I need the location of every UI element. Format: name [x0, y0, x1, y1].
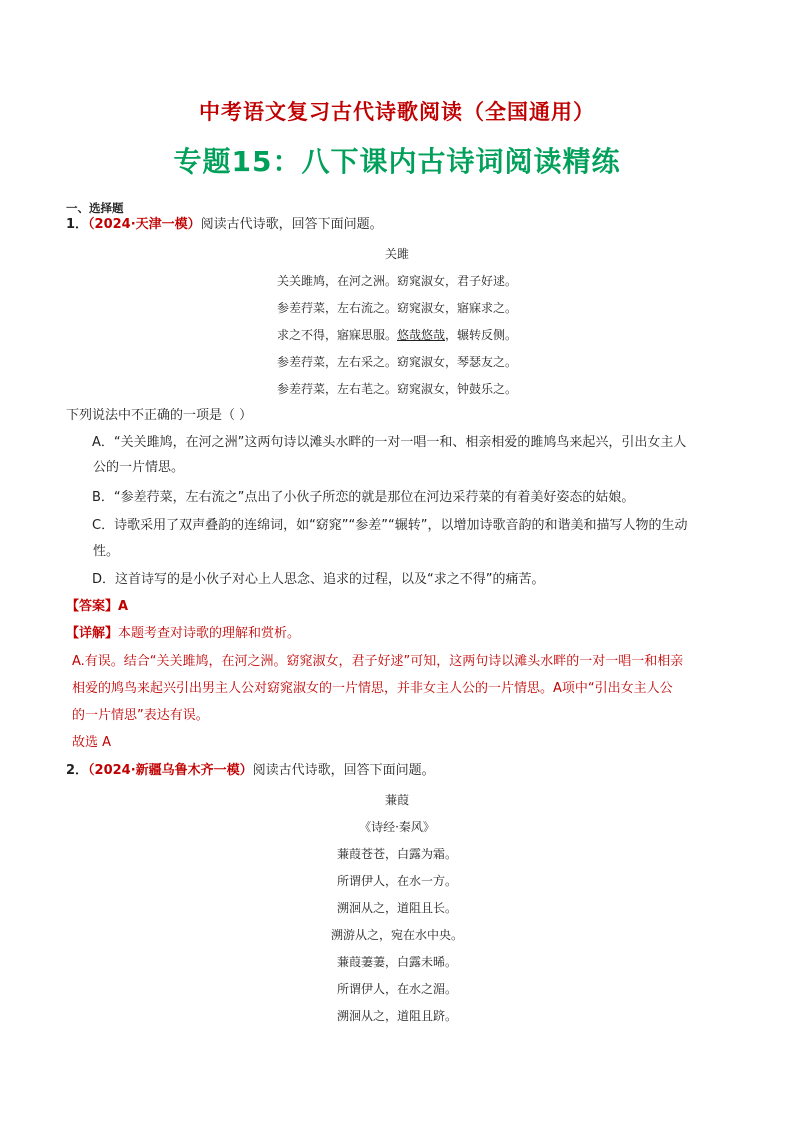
- option-c-continued: 性。: [93, 544, 120, 559]
- detail-text: 本题考查对诗歌的理解和赏析。: [118, 626, 301, 641]
- question-prompt: 阅读古代诗歌，回答下面问题。: [252, 763, 435, 778]
- document-title: 中考语文复习古代诗歌阅读（全国通用）: [199, 100, 595, 124]
- question-source: （2024·新疆乌鲁木齐一模）: [88, 763, 253, 778]
- poem-line: 关关雎鸠，在河之洲。窈窕淑女，君子好逑。: [276, 274, 517, 288]
- question-number: 2．: [66, 763, 89, 778]
- question-2-header: [66, 762, 435, 780]
- poem-line: 溯游从之，宛在水中央。: [330, 928, 463, 942]
- poem-line: 参差荇菜，左右采之。窈窕淑女，琴瑟友之。: [276, 355, 517, 369]
- poem-title: 蒹葭: [384, 793, 409, 807]
- poem-source: 《诗经·秦风》: [359, 820, 435, 834]
- underlined-phrase: 悠哉悠哉: [396, 328, 445, 342]
- poem-text: ，辗转反侧。: [445, 328, 518, 342]
- question-stem: 下列说法中不正确的一项是（ ）: [66, 408, 253, 423]
- poem-text: 求之不得，寤寐思服。: [276, 328, 397, 342]
- option-d: D．这首诗写的是小伙子对心上人思念、追求的过程，以及“求之不得”的痛苦。: [92, 572, 545, 587]
- conclusion: 故选 A: [72, 735, 112, 750]
- detail-label: 【详解】: [66, 626, 119, 641]
- analysis-line: 相爱的鸠鸟来起兴引出男主人公对窈窕淑女的一片情思，并非女主人公的一片情思。A项中“引出女主人公: [72, 681, 673, 696]
- poem-line: 参差荇菜，左右芼之。窈窕淑女，钟鼓乐之。: [276, 382, 517, 396]
- section-heading: 一、选择题: [66, 201, 124, 215]
- poem-line: 溯洄从之，道阻且跻。: [336, 1009, 457, 1023]
- answer-label: 【答案】: [66, 599, 119, 614]
- question-prompt: 阅读古代诗歌，回答下面问题。: [200, 217, 383, 232]
- poem-line: 参差荇菜，左右流之。窈窕淑女，寤寐求之。: [276, 301, 517, 315]
- option-c: C．诗歌采用了双声叠韵的连绵词，如“窈窕”“参差”“辗转”，以增加诗歌音韵的和谐美和描写人物的生动: [92, 518, 688, 533]
- answer-value: A: [118, 599, 129, 614]
- question-number: 1．: [66, 217, 89, 232]
- poem-line: 蒹葭苍苍，白露为霜。: [336, 847, 457, 861]
- option-a-continued: 公的一片情思。: [93, 460, 185, 475]
- option-a: A．“关关雎鸠，在河之洲”这两句诗以滩头水畔的一对一唱一和、相亲相爱的雎鸠鸟来起兴，引出女主人: [92, 435, 687, 450]
- poem-title: 关雎: [384, 247, 409, 261]
- detail-line: [66, 625, 300, 643]
- analysis-line: A.有误。结合“关关雎鸠，在河之洲。窈窕淑女，君子好逑”可知，这两句诗以滩头水畔的一对一唱一和相亲: [72, 654, 684, 669]
- poem-line: 溯洄从之，道阻且长。: [336, 901, 457, 915]
- poem-line: 所谓伊人，在水一方。: [336, 874, 457, 888]
- analysis-line: 的一片情思”表达有误。: [72, 708, 209, 723]
- question-source: （2024·天津一模）: [88, 217, 201, 232]
- poem-line: 所谓伊人，在水之湄。: [336, 982, 457, 996]
- poem-line: 蒹葭萋萋，白露未晞。: [336, 955, 457, 969]
- question-1-header: [66, 216, 383, 234]
- document-subtitle: 专题15：八下课内古诗词阅读精练: [173, 145, 621, 178]
- poem-line: [0, 326, 794, 344]
- answer-line: [66, 598, 128, 616]
- option-b: B．“参差荇菜，左右流之”点出了小伙子所恋的就是那位在河边采荇菜的有着美好姿态的姑娘。: [92, 490, 635, 505]
